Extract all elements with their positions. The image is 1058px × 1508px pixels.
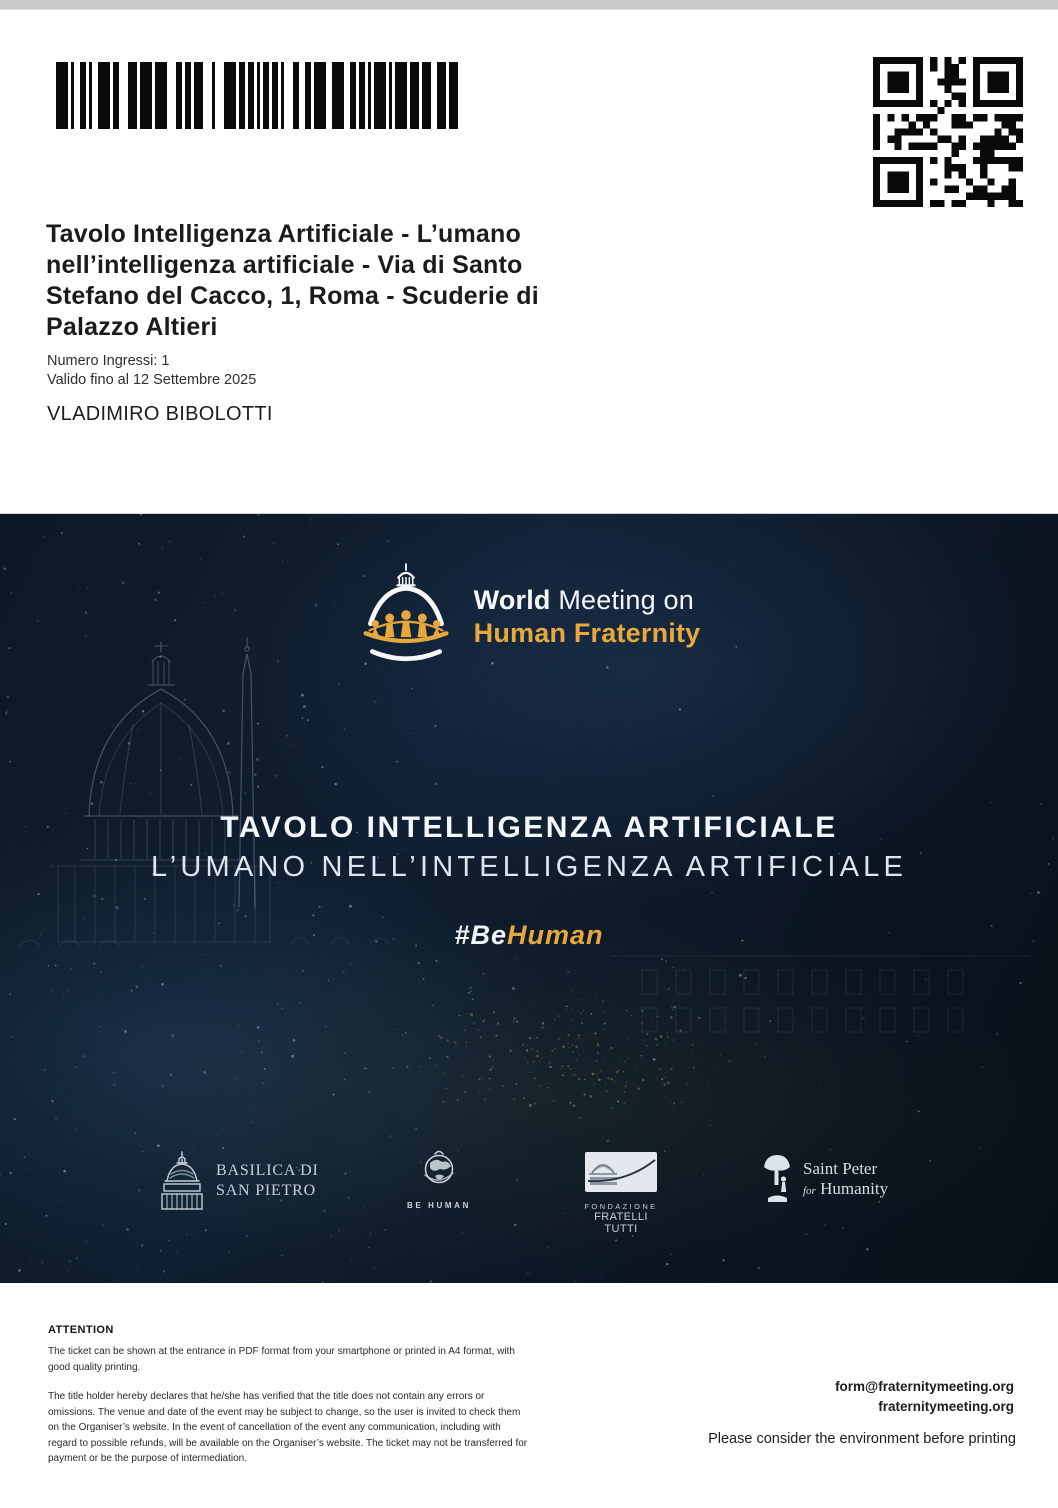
saint-peter-label-line2: for Humanity xyxy=(803,1179,889,1198)
hashtag-behuman xyxy=(0,920,1058,951)
people-figures xyxy=(371,610,441,637)
validity-date: Valido fino al 12 Settembre 2025 xyxy=(47,372,257,388)
qr-code-icon xyxy=(873,57,1023,207)
ticket-title-line: Stefano del Cacco, 1, Roma - Scuderie di xyxy=(46,282,539,310)
top-chrome-strip xyxy=(0,0,1058,10)
ticket-title-line: Tavolo Intelligenza Artificiale - L’umano xyxy=(46,220,521,248)
logo-fondazione-fratelli-tutti xyxy=(581,1151,661,1235)
event-title-line1: TAVOLO INTELLIGENZA ARTIFICIALE xyxy=(220,811,838,844)
saint-peter-tree-icon xyxy=(761,1152,793,1208)
organiser-email: form@fraternitymeeting.org xyxy=(835,1379,1014,1394)
attention-paragraph-1: The ticket can be shown at the entrance in PDF format from your smartphone or printed in A4 format, with good quality printing. xyxy=(48,1346,515,1373)
basilica-label xyxy=(216,1161,319,1201)
attention-heading: ATTENTION xyxy=(48,1324,114,1336)
logo-be-human xyxy=(398,1148,480,1210)
fratelli-tutti-label-line1: FONDAZIONE xyxy=(584,1202,658,1211)
hashtag-suffix: Human xyxy=(507,920,604,950)
basilica-label-line1: BASILICA DI xyxy=(216,1162,319,1179)
ticket-meta xyxy=(47,352,256,390)
basilica-label-line2: SAN PIETRO xyxy=(216,1182,317,1199)
ticket-title xyxy=(46,219,539,343)
wordmark-line1 xyxy=(474,584,701,617)
eco-note: Please consider the environment before printing xyxy=(708,1431,1016,1447)
fratelli-tutti-card-icon xyxy=(584,1151,658,1193)
holder-name: VLADIMIRO BIBOLOTTI xyxy=(47,403,273,425)
barcode-icon xyxy=(56,62,458,129)
event-banner xyxy=(0,513,1058,1283)
basilica-sketch xyxy=(20,638,390,946)
attention-paragraph-2: The title holder hereby declares that he/she has verified that the title does not contain any errors or omissions. The venue and date of the event may be subject to change, so the user is invited to check them on the Organiser’s website. In the event of cancellation of the event any communication, including with regard to possible refunds, will be available on the Organiser’s website. The ticket may not be transferred for payment or be the purpose of intermediation. xyxy=(48,1391,528,1464)
ticket-title-line: Palazzo Altieri xyxy=(46,313,218,341)
event-title-line2: L’UMANO NELL’INTELLIGENZA ARTIFICIALE xyxy=(150,851,907,883)
organiser-contact xyxy=(835,1377,1014,1417)
saint-peter-label xyxy=(803,1159,888,1201)
wmhf-wordmark xyxy=(474,584,701,650)
wmhf-brand xyxy=(0,560,1058,674)
basilica-dome-icon xyxy=(160,1150,204,1212)
saint-peter-label-line1: Saint Peter xyxy=(803,1159,878,1178)
hashtag-prefix: #Be xyxy=(454,920,507,950)
fratelli-tutti-label-line2: FRATELLI TUTTI xyxy=(594,1211,648,1235)
logo-basilica-san-pietro xyxy=(160,1150,319,1212)
be-human-globe-icon xyxy=(421,1148,457,1190)
wmhf-dome-icon xyxy=(358,560,454,674)
wordmark-world: World xyxy=(473,585,551,616)
organiser-website: fraternitymeeting.org xyxy=(878,1399,1014,1414)
ticket-title-line: nell’intelligenza artificiale - Via di Santo xyxy=(46,251,523,279)
be-human-label: BE HUMAN xyxy=(407,1201,471,1210)
logo-saint-peter-for-humanity xyxy=(761,1152,888,1208)
wordmark-meeting-on: Meeting on xyxy=(550,585,694,616)
wordmark-line2: Human Fraternity xyxy=(473,618,701,648)
entries-count: Numero Ingressi: 1 xyxy=(47,353,170,369)
